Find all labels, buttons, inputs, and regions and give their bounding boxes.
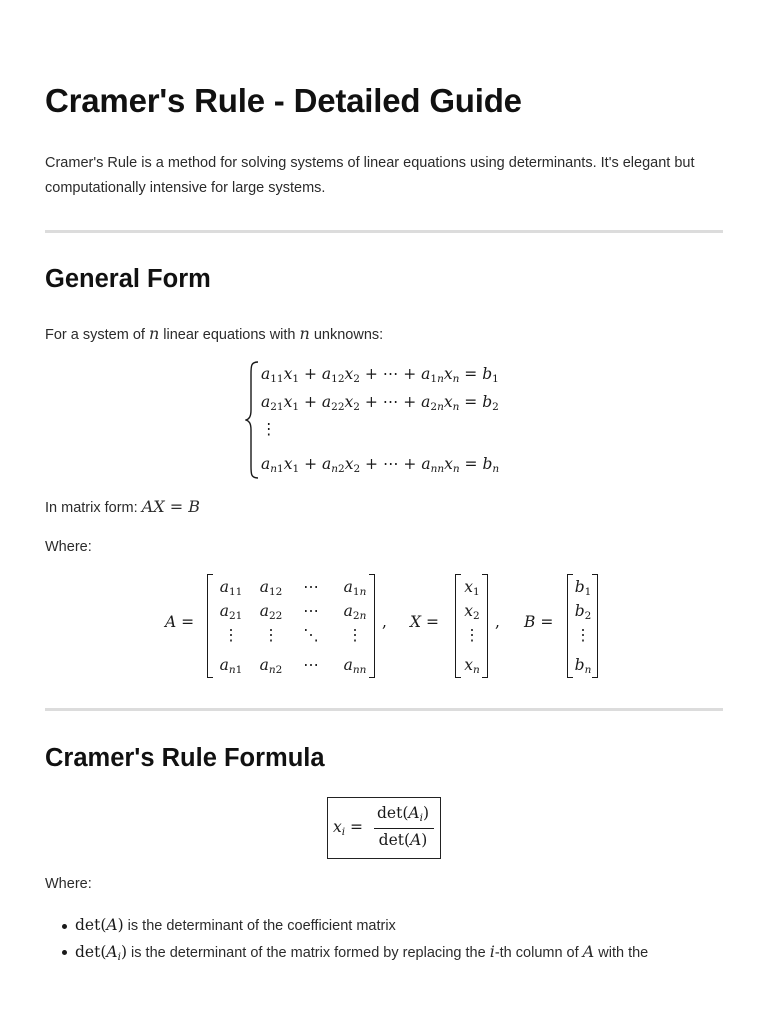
section-heading-formula: Cramer's Rule Formula bbox=[45, 744, 325, 772]
fraction-bar bbox=[374, 828, 434, 829]
where-label: Where: bbox=[45, 539, 92, 555]
list-item: det(A) is the determinant of the coefficient matrix bbox=[45, 913, 648, 939]
equation-row-vdots: ⋮ bbox=[261, 420, 277, 438]
matrix-a-label: A = bbox=[165, 613, 195, 631]
intro-paragraph: Cramer's Rule is a method for solving systems of linear equations using determinants. It's elegant but computationally intensive for large systems. bbox=[45, 155, 695, 196]
formula-where-label: Where: bbox=[45, 876, 92, 892]
matrix-b-right-bracket bbox=[592, 574, 598, 678]
matrix-x-label: X = bbox=[410, 613, 439, 631]
equation-row-n: $a_{n1}x_1 + a_{n2}x_2$ + ⋯ + $a_{nn}x_n = b_n$ bbox=[261, 455, 500, 475]
section-divider bbox=[45, 230, 723, 233]
equation-row-1: $a_{11}x_1 + a_{12}x_2$ + ⋯ + $a_{1n}x_n = b_1$ bbox=[261, 365, 499, 385]
list-item: $\det(A_i)$ is the determinant of the matrix formed by replacing the i-th column of A with the bbox=[45, 939, 648, 966]
formula-denominator: det(A) bbox=[378, 831, 428, 849]
formula-lhs: $x_i$ = bbox=[333, 818, 364, 838]
cramers-rule-formula bbox=[327, 797, 441, 859]
matrix-form-line: In matrix form: AX = B bbox=[45, 497, 200, 516]
matrix-a-right-bracket bbox=[369, 574, 375, 678]
page-title: Cramer's Rule - Detailed Guide bbox=[45, 82, 522, 119]
equation-row-2: $a_{21}x_1 + a_{22}x_2$ + ⋯ + $a_{2n}x_n = b_2$ bbox=[261, 393, 499, 413]
matrix-definitions: A = $a_{11}$ $a_{12}$ ⋯ $a_{1n}$ $a_{21}$ $a_{22}$ ⋯ $a_{2n}$ ⋮ ⋮ ⋱ ⋮ $a_{n1}$ $a_{n2}$ ⋯ $a_{nn}$ , X = $x_1$ $x_2$ ⋮ $x_n$ , B = $b_1$ $b_2$ ⋮ $b_n$ bbox=[160, 570, 610, 682]
matrix-b-label: B = bbox=[524, 613, 554, 631]
formula-numerator: $\det(A_i)$ bbox=[376, 804, 429, 824]
section-divider bbox=[45, 708, 723, 711]
equation-system bbox=[245, 360, 545, 480]
matrix-x-right-bracket bbox=[482, 574, 488, 678]
general-form-lead: For a system of n linear equations with n unknowns: bbox=[45, 324, 384, 343]
formula-definitions-list bbox=[45, 913, 648, 966]
left-brace-icon bbox=[245, 360, 259, 480]
section-heading-general-form: General Form bbox=[45, 265, 211, 293]
